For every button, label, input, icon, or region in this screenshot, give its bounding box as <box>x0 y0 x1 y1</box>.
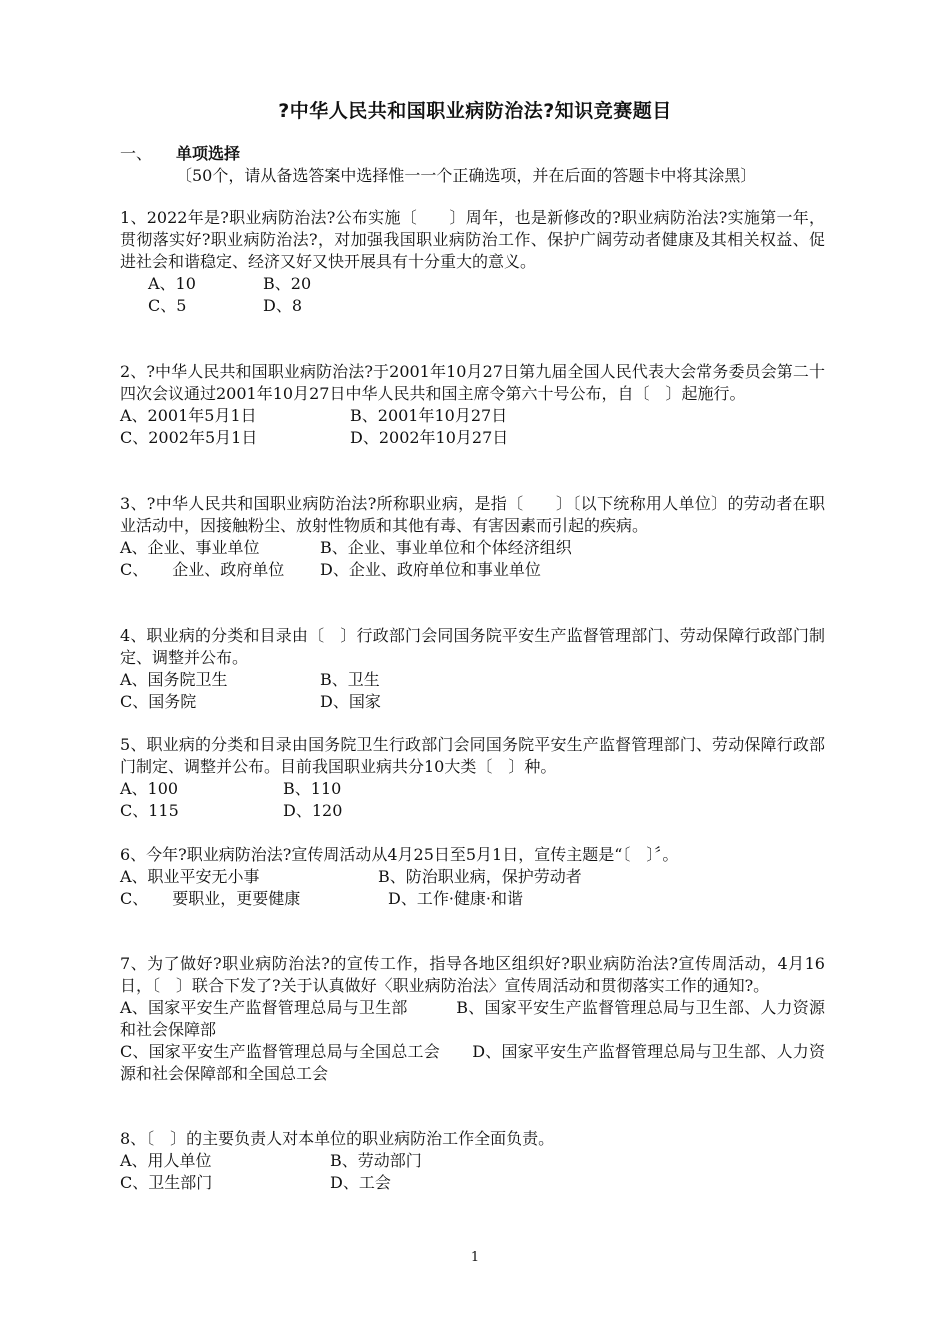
question-6 <box>120 844 825 910</box>
option-b: B、110 <box>283 779 342 798</box>
question-text: 5、职业病的分类和目录由国务院卫生行政部门会同国务院平安生产监督管理部门、劳动保障行政部门制定、调整并公布。目前我国职业病共分10大类〔 〕种。 <box>120 735 825 776</box>
option-d: D、国家平安生产监督管理总局与卫生部、人力资源和社会保障部和全国总工会 <box>120 1042 825 1083</box>
option-a: A、企业、事业单位 <box>120 538 260 557</box>
section-heading: 单项选择 <box>176 144 241 163</box>
question-7 <box>120 953 825 1085</box>
question-text: 4、职业病的分类和目录由〔 〕行政部门会同国务院平安生产监督管理部门、劳动保障行政部门制定、调整并公布。 <box>120 626 825 667</box>
option-d: D、企业、政府单位和事业单位 <box>320 560 541 579</box>
option-c: C、 企业、政府单位 <box>120 560 285 579</box>
option-c: C、2002年5月1日 <box>120 428 258 447</box>
option-a: A、职业平安无小事 <box>120 867 260 886</box>
option-c: C、卫生部门 <box>120 1173 213 1192</box>
option-b: B、防治职业病，保护劳动者 <box>378 867 582 886</box>
option-row-cd <box>120 1041 825 1085</box>
question-text: 6、今年?职业病防治法?宣传周活动从4月25日至5月1日，宣传主题是“〔 〕〞。 <box>120 845 679 864</box>
option-b: B、劳动部门 <box>330 1151 422 1170</box>
option-d: D、工会 <box>330 1173 391 1192</box>
option-b: B、企业、事业单位和个体经济组织 <box>320 538 572 557</box>
question-5 <box>120 734 825 822</box>
option-a: A、100 <box>120 779 179 798</box>
section-instruction: 〔50个，请从备选答案中选择惟一一个正确选项，并在后面的答题卡中将其涂黑〕 <box>176 166 757 185</box>
option-a: A、10 <box>148 274 196 293</box>
option-a: A、国务院卫生 <box>120 670 228 689</box>
section-header <box>120 143 820 187</box>
option-c: C、5 <box>148 296 187 315</box>
option-b: B、2001年10月27日 <box>350 406 508 425</box>
option-c: C、国务院 <box>120 692 197 711</box>
option-c: C、 要职业，更要健康 <box>120 889 301 908</box>
option-d: D、8 <box>263 296 303 315</box>
option-d: D、120 <box>283 801 343 820</box>
option-d: D、工作·健康·和谐 <box>388 889 524 908</box>
question-text: 3、?中华人民共和国职业病防治法?所称职业病，是指〔 〕〔以下统称用人单位〕的劳动者在职业活动中，因接触粉尘、放射性物质和其他有毒、有害因素而引起的疾病。 <box>120 494 825 535</box>
option-a: A、用人单位 <box>120 1151 212 1170</box>
option-b: B、国家平安生产监督管理总局与卫生部、人力资源和社会保障部 <box>120 998 825 1039</box>
option-c: C、国家平安生产监督管理总局与全国总工会 <box>120 1042 440 1061</box>
document-title: ?中华人民共和国职业病防治法?知识竞赛题目 <box>278 100 672 122</box>
option-a: A、2001年5月1日 <box>120 406 257 425</box>
section-number: 一、 <box>120 144 153 163</box>
option-b: B、20 <box>263 274 312 293</box>
question-text: 8、〔 〕的主要负责人对本单位的职业病防治工作全面负责。 <box>120 1129 555 1148</box>
question-2 <box>120 361 825 449</box>
option-d: D、2002年10月27日 <box>350 428 509 447</box>
question-3 <box>120 493 825 581</box>
question-1 <box>120 207 825 317</box>
option-d: D、国家 <box>320 692 381 711</box>
option-row-ab <box>120 997 825 1041</box>
question-4 <box>120 625 825 713</box>
option-a: A、国家平安生产监督管理总局与卫生部 <box>120 998 408 1017</box>
question-text: 1、2022年是?职业病防治法?公布实施〔 〕周年，也是新修改的?职业病防治法?实施第一年，贯彻落实好?职业病防治法?，对加强我国职业病防治工作、保护广阔劳动者健康及其相关权益、促进社会和谐稳定、经济又好又快开展具有十分重大的意义。 <box>120 208 825 271</box>
page-number: 1 <box>470 1250 480 1265</box>
option-b: B、卫生 <box>320 670 380 689</box>
question-text: 7、为了做好?职业病防治法?的宣传工作，指导各地区组织好?职业病防治法?宣传周活动，4月16日，〔 〕联合下发了?关于认真做好〈职业病防治法〉宣传周活动和贯彻落实工作的通知?。 <box>120 954 825 995</box>
question-text: 2、?中华人民共和国职业病防治法?于2001年10月27日第九届全国人民代表大会常务委员会第二十四次会议通过2001年10月27日中华人民共和国主席令第六十号公布，自〔 〕起施行。 <box>120 362 825 403</box>
option-c: C、115 <box>120 801 179 820</box>
question-8 <box>120 1128 825 1194</box>
